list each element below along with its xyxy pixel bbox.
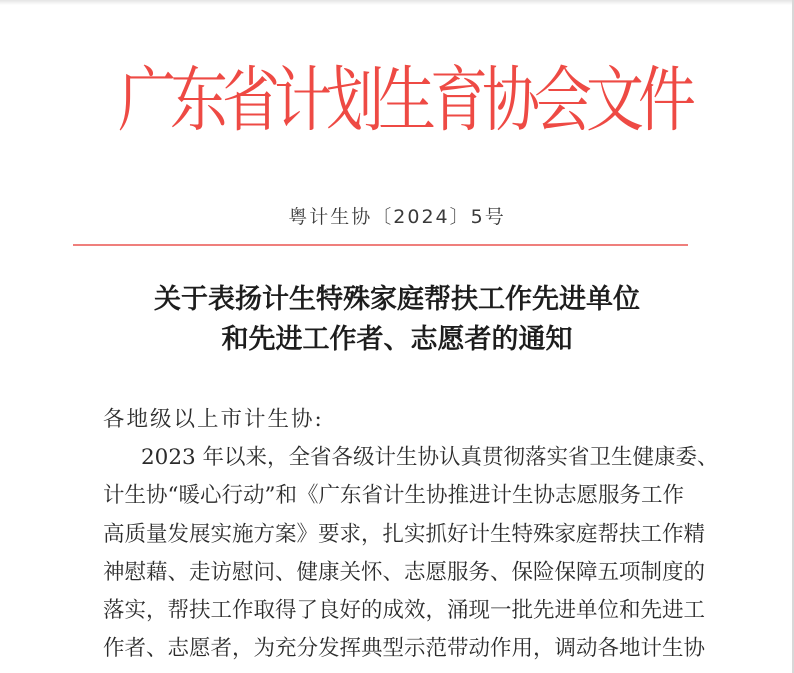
masthead-char: 协 xyxy=(482,58,541,142)
body-line: 作者、志愿者，为充分发挥典型示范带动作用，调动各地计生协 xyxy=(103,636,706,662)
document-title xyxy=(0,280,794,360)
masthead-char: 省 xyxy=(222,58,281,142)
masthead-char: 生 xyxy=(378,58,437,142)
document-body xyxy=(103,401,719,668)
body-line: 计生协“暖心行动”和《广东省计生协推进计生协志愿服务工作 xyxy=(103,483,684,509)
body-line: 2023 年以来，全省各级计生协认真贯彻落实省卫生健康委、 xyxy=(141,445,719,471)
body-line: 神慰藉、走访慰问、健康关怀、志愿服务、保险保障五项制度的 xyxy=(103,559,706,585)
masthead-char: 广 xyxy=(118,58,177,142)
title-line-1: 关于表扬计生特殊家庭帮扶工作先进单位 xyxy=(154,284,640,315)
masthead-char: 计 xyxy=(274,58,333,142)
masthead-char: 育 xyxy=(430,58,489,142)
red-divider-line xyxy=(73,244,688,246)
masthead-title xyxy=(118,51,697,149)
masthead-char: 会 xyxy=(534,58,593,142)
masthead-char: 件 xyxy=(638,58,697,142)
masthead-char: 东 xyxy=(170,58,229,142)
body-line: 落实，帮扶工作取得了良好的成效，涌现一批先进单位和先进工 xyxy=(103,598,706,624)
document-number: 粤计生协〔2024〕5号 xyxy=(288,206,506,228)
salutation: 各地级以上市计生协: xyxy=(103,407,324,432)
title-line-2: 和先进工作者、志愿者的通知 xyxy=(221,324,573,355)
masthead-char: 文 xyxy=(586,58,645,142)
body-line: 高质量发展实施方案》要求，扎实抓好计生特殊家庭帮扶工作精 xyxy=(103,521,706,547)
masthead-char: 划 xyxy=(326,58,385,142)
